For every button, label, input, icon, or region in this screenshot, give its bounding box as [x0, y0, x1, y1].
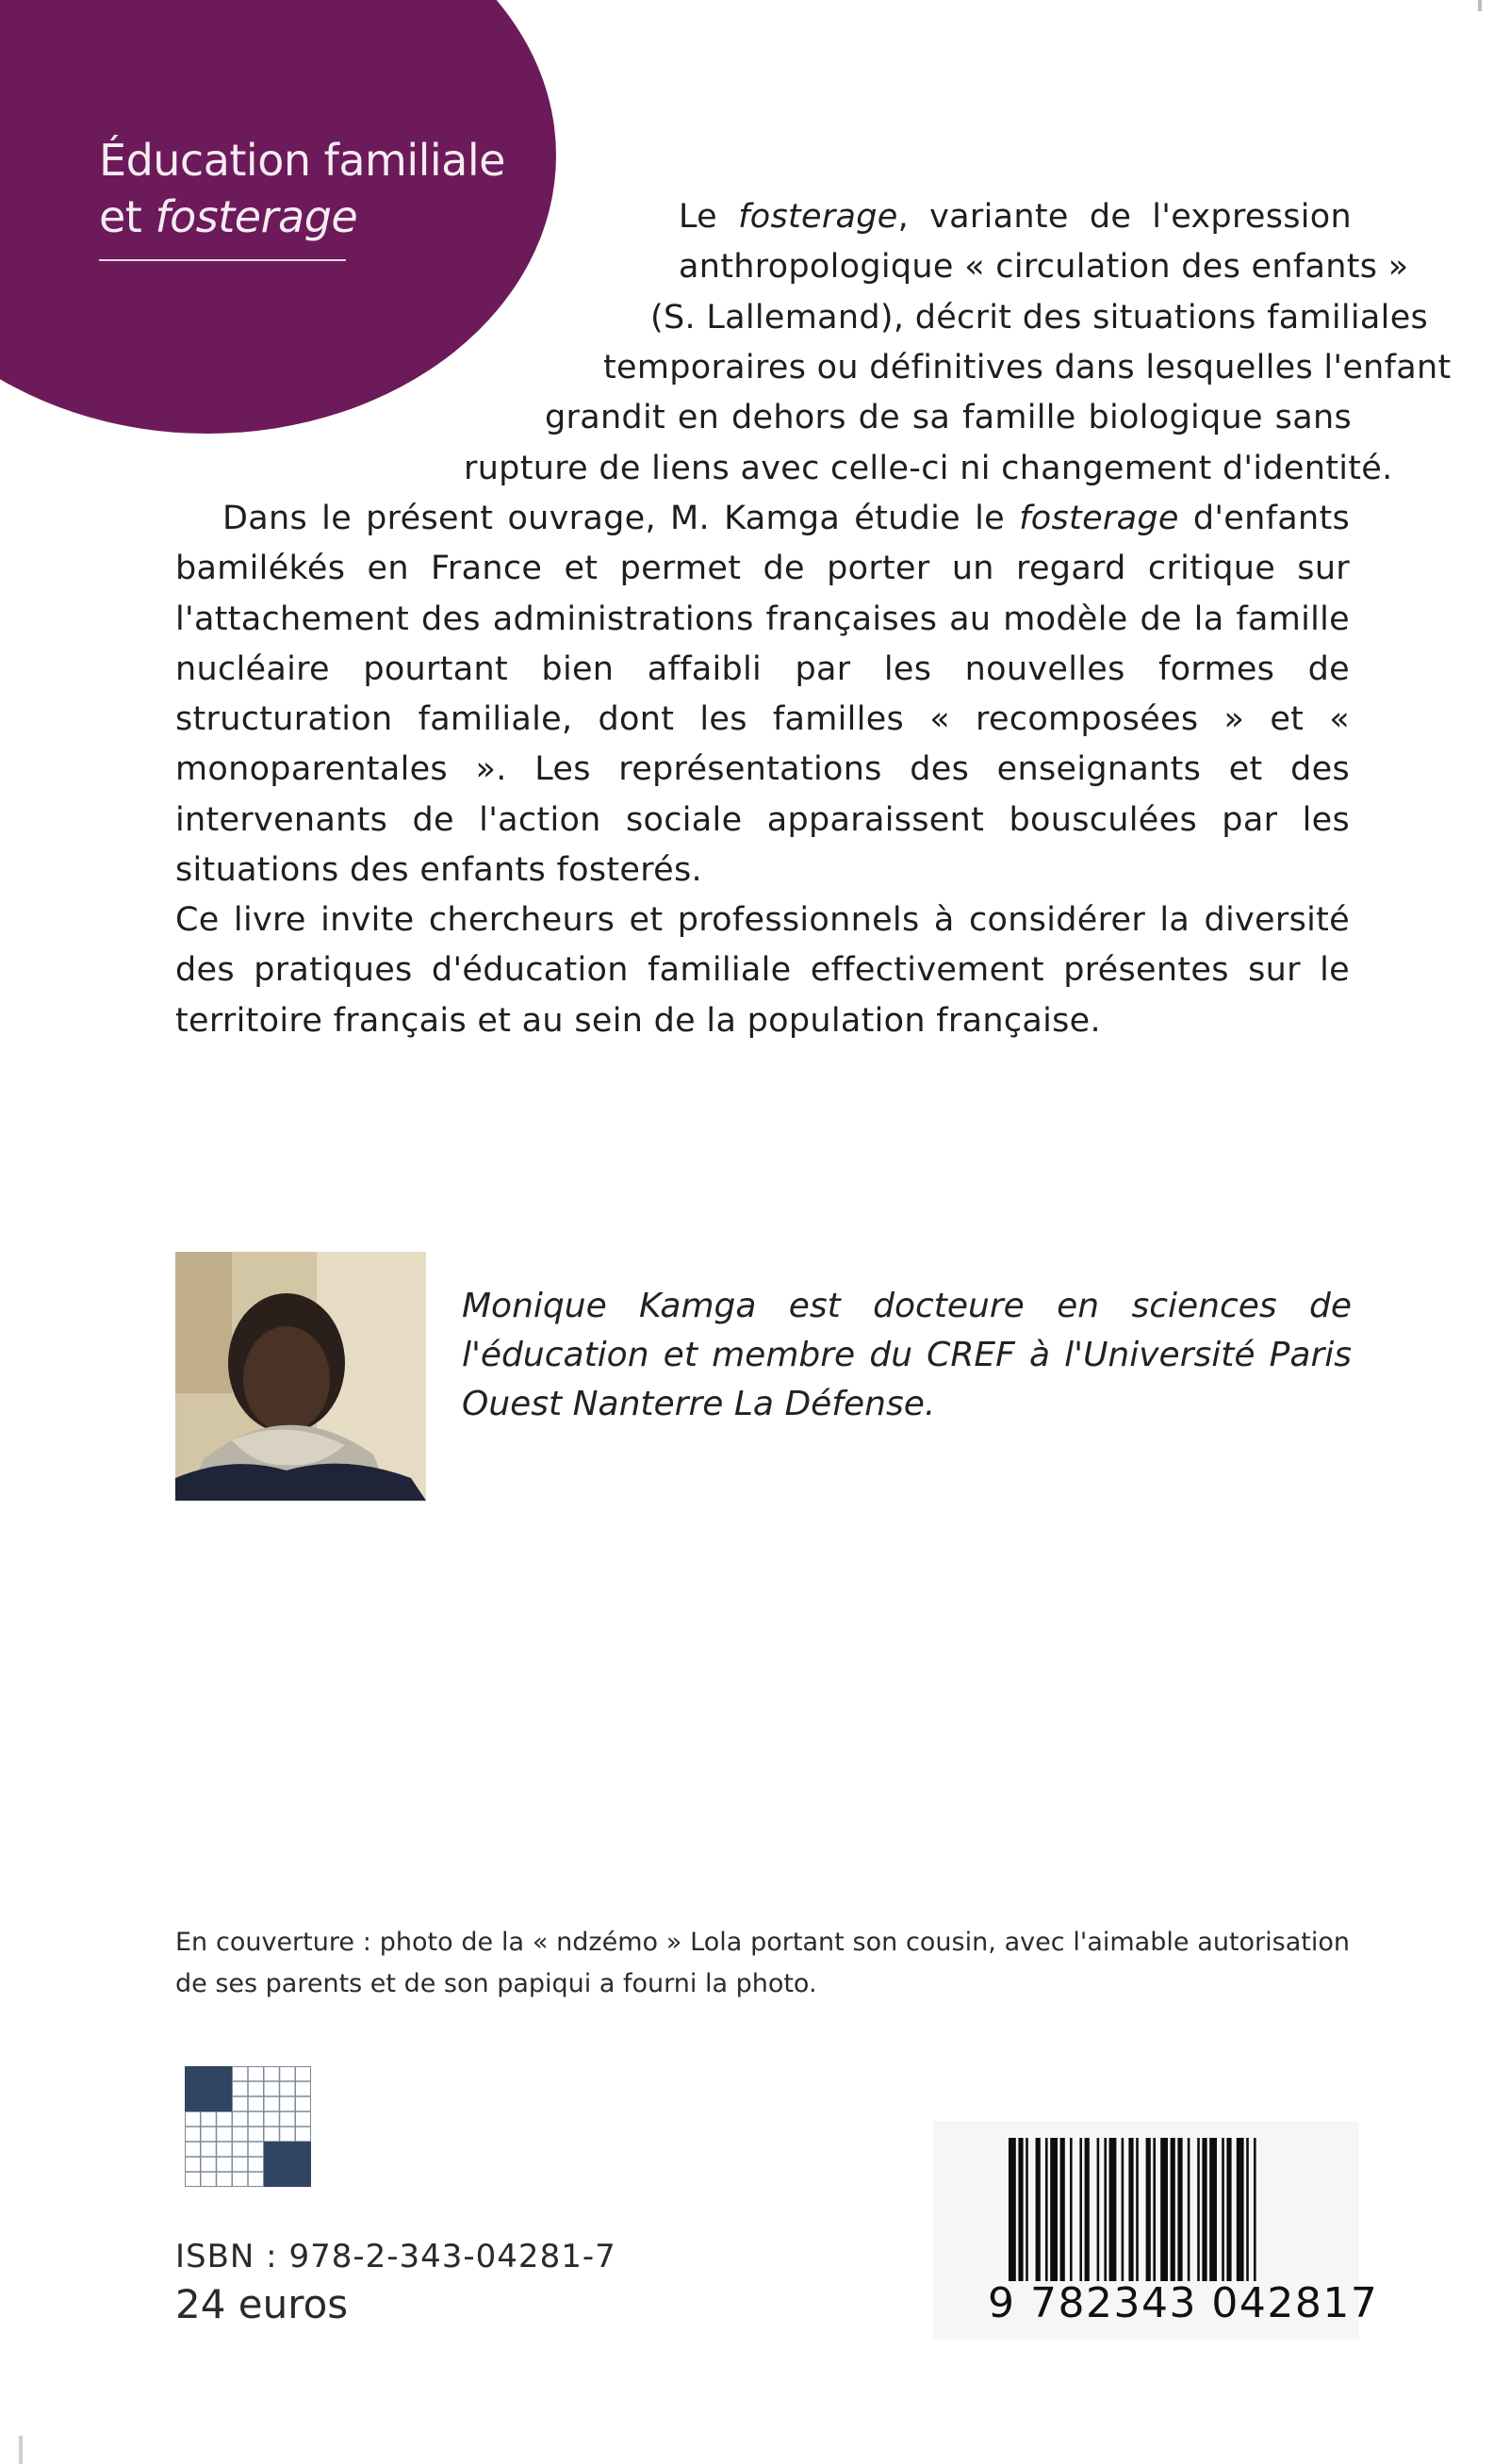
- summary-line: rupture de liens avec celle-ci ni changement d'identité.: [464, 449, 1393, 487]
- isbn-barcode: [1009, 2138, 1355, 2281]
- barcode-bar: [1109, 2138, 1117, 2281]
- barcode-bar: [1097, 2138, 1100, 2281]
- summary-line: (S. Lallemand), décrit des situations familiales: [650, 298, 1429, 337]
- title-line-1: Éducation familiale: [99, 135, 505, 186]
- barcode-bar: [1018, 2138, 1023, 2281]
- book-title: [99, 132, 505, 245]
- summary-paragraph-2: Dans le présent ouvrage, M. Kamga étudie le fosterage d'enfants bamilékés en France et permet de porter un regard critique sur l'attachement des administrations françaises au modèle de la famille nucléaire pourtant bien affaibli par les nouvelles formes de structuration familiale, dont les familles « recomposées » et « monoparentales ». Les représentations des enseignants et des intervenants de l'action sociale apparaissent bousculées par les situations des enfants fosterés.: [175, 500, 1350, 890]
- barcode-bar: [1246, 2138, 1249, 2281]
- barcode-bar: [1254, 2138, 1256, 2281]
- crop-mark-top-right: [1478, 0, 1482, 11]
- title-line-2: et fosterage: [99, 191, 358, 242]
- barcode-bar: [1136, 2138, 1139, 2281]
- isbn-number: ISBN : 978-2-343-04281-7: [175, 2238, 616, 2275]
- barcode-bar: [1070, 2138, 1073, 2281]
- barcode-bar: [1050, 2138, 1058, 2281]
- crop-mark-bottom-left: [19, 2436, 23, 2464]
- barcode-bar: [1085, 2138, 1090, 2281]
- barcode-bar: [1177, 2138, 1182, 2281]
- summary-line: grandit en dehors de sa famille biologique sans: [545, 399, 1352, 437]
- barcode-number: 9 782343 042817: [988, 2279, 1379, 2327]
- summary-line: anthropologique « circulation des enfants »: [679, 248, 1409, 287]
- barcode-bar: [1197, 2138, 1200, 2281]
- title-underline: [99, 259, 346, 261]
- barcode-bar: [1146, 2138, 1151, 2281]
- barcode-bar: [1045, 2138, 1048, 2281]
- barcode-bar: [1104, 2138, 1107, 2281]
- summary-paragraph-3: Ce livre invite chercheurs et professionnels à considérer la diversité des pratiques d'éducation familiale effectivement présentes sur le territoire français et au sein de la population française.: [175, 901, 1350, 1040]
- barcode-bar: [1122, 2138, 1124, 2281]
- book-price: 24 euros: [175, 2281, 349, 2327]
- barcode-bar: [1171, 2138, 1175, 2281]
- barcode-bar: [1153, 2138, 1156, 2281]
- barcode-bar: [1209, 2138, 1217, 2281]
- publisher-logo: [185, 2066, 311, 2187]
- barcode-bar: [1026, 2138, 1028, 2281]
- barcode-bar: [1222, 2138, 1224, 2281]
- barcode-bar: [1036, 2138, 1041, 2281]
- summary-line: temporaires ou définitives dans lesquelles l'enfant: [603, 348, 1452, 386]
- barcode-bar: [1009, 2138, 1016, 2281]
- summary-line: Le fosterage, variante de l'expression: [679, 198, 1352, 236]
- barcode-bar: [1237, 2138, 1244, 2281]
- barcode-bar: [1079, 2138, 1082, 2281]
- barcode-bar: [1202, 2138, 1206, 2281]
- barcode-bar: [1128, 2138, 1133, 2281]
- barcode-bar: [1226, 2138, 1231, 2281]
- author-portrait-image: [175, 1252, 426, 1501]
- cover-photo-credit: En couverture : photo de la « ndzémo » Lola portant son cousin, avec l'aimable autorisation de ses parents et de son papiqui a fourni la photo.: [175, 1928, 1350, 1998]
- author-biography: Monique Kamga est docteure en sciences de l'éducation et membre du CREF à l'Université Paris Ouest Nanterre La Défense.: [462, 1287, 1352, 1423]
- barcode-bar: [1160, 2138, 1168, 2281]
- author-photo: [175, 1252, 426, 1501]
- barcode-bar: [1188, 2138, 1190, 2281]
- barcode-bar: [1060, 2138, 1065, 2281]
